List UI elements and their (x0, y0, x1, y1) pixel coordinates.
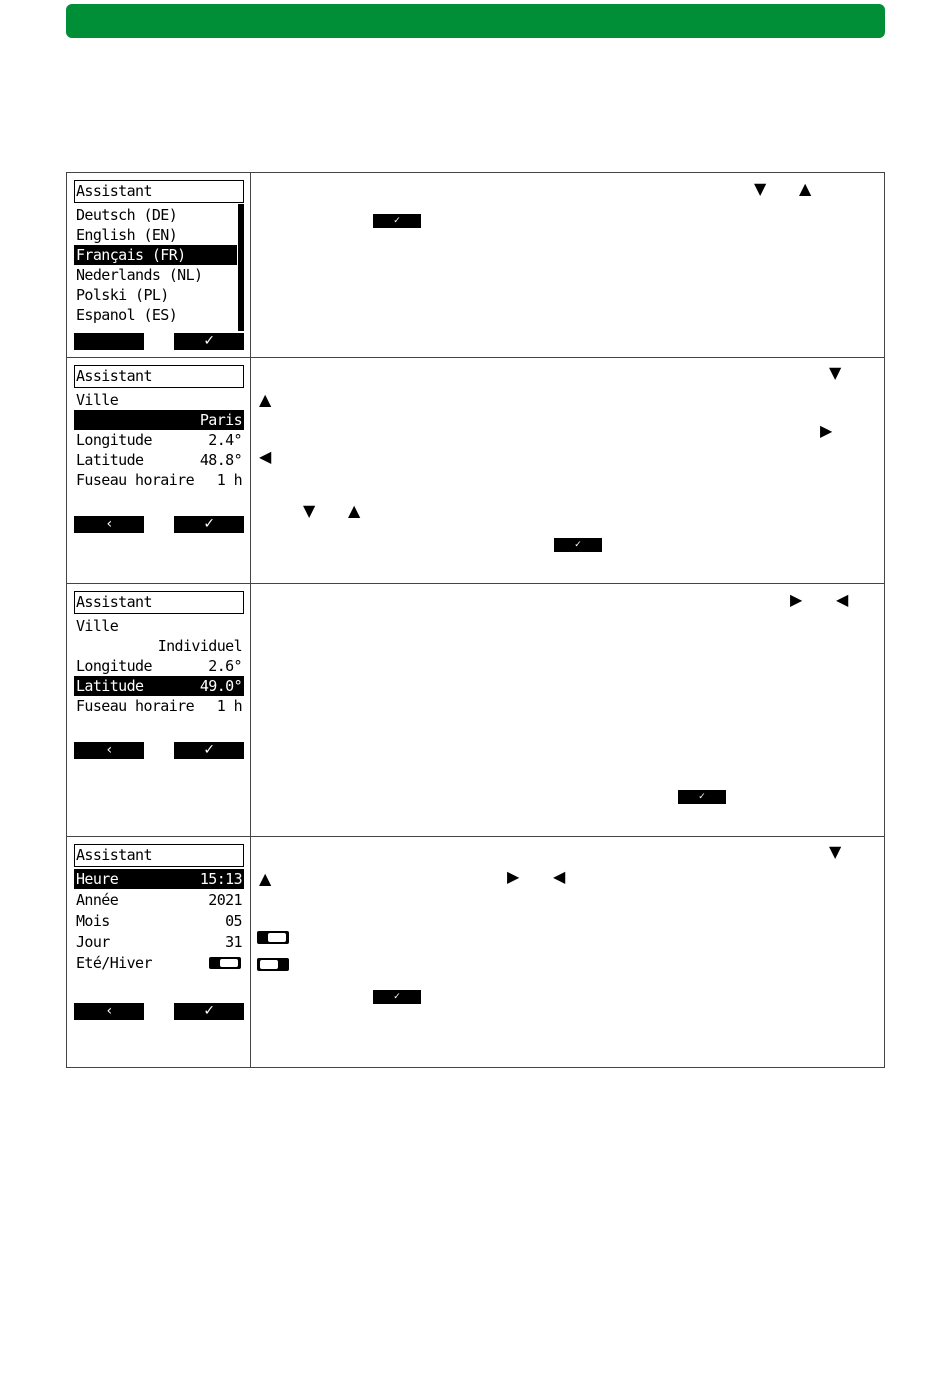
arrow-down-icon: ▼ (829, 363, 842, 382)
arrow-up-icon: ▲ (799, 179, 812, 198)
instruction-table (66, 172, 885, 1068)
arrow-right-icon: ▶ (820, 421, 833, 440)
back-softkey[interactable]: ‹ (74, 1003, 144, 1020)
arrow-down-icon: ▼ (303, 501, 316, 520)
ok-button-icon: ✓ (678, 790, 726, 804)
lcd-title: Assistant (74, 844, 244, 867)
city-value[interactable]: Individuel (157, 637, 242, 655)
back-softkey[interactable]: ‹ (74, 516, 144, 533)
year-row[interactable]: Année 2021 (76, 891, 242, 909)
city-value[interactable]: Paris (74, 410, 244, 430)
confirm-softkey[interactable]: ✓ (174, 742, 244, 759)
day-row[interactable]: Jour 31 (76, 933, 242, 951)
softkey-left-blank[interactable] (74, 333, 144, 350)
arrow-right-icon: ▶ (507, 867, 520, 886)
city-label: Ville (76, 391, 119, 409)
arrow-left-icon: ◀ (836, 590, 849, 609)
confirm-softkey[interactable]: ✓ (174, 516, 244, 533)
arrow-left-icon: ◀ (553, 867, 566, 886)
language-option[interactable]: Espanol (ES) (76, 306, 178, 324)
arrow-right-icon: ▶ (790, 590, 803, 609)
language-option[interactable]: Deutsch (DE) (76, 206, 178, 224)
lcd-screen-language (74, 180, 244, 350)
arrow-up-icon: ▲ (259, 390, 272, 409)
lcd-screen-datetime (74, 844, 244, 1019)
header-bar (66, 4, 885, 38)
lcd-screen-city (74, 365, 244, 535)
table-row (67, 357, 884, 584)
latitude-row[interactable]: Latitude 49.0° (76, 677, 242, 695)
lcd-screen-coordinates (74, 591, 244, 761)
lcd-title: Assistant (74, 591, 244, 614)
confirm-softkey[interactable]: ✓ (174, 333, 244, 350)
arrow-down-icon: ▼ (829, 842, 842, 861)
language-option[interactable]: English (EN) (76, 226, 178, 244)
ok-button-icon: ✓ (373, 990, 421, 1004)
arrow-up-icon: ▲ (348, 501, 361, 520)
latitude-row[interactable]: Latitude 48.8° (76, 451, 242, 469)
confirm-softkey[interactable]: ✓ (174, 1003, 244, 1020)
summer-winter-row[interactable]: Eté/Hiver (74, 953, 244, 973)
summer-toggle-icon (257, 958, 289, 971)
ok-button-icon: ✓ (554, 538, 602, 552)
ok-button-icon: ✓ (373, 214, 421, 228)
language-option[interactable]: Polski (PL) (76, 286, 169, 304)
month-row[interactable]: Mois 05 (76, 912, 242, 930)
arrow-left-icon: ◀ (259, 447, 272, 466)
winter-toggle-icon (257, 931, 289, 944)
back-softkey[interactable]: ‹ (74, 742, 144, 759)
table-row (67, 173, 884, 357)
longitude-row[interactable]: Longitude 2.4° (76, 431, 242, 449)
summer-winter-toggle-icon[interactable] (209, 957, 241, 969)
table-row (67, 836, 884, 1070)
lcd-title: Assistant (74, 365, 244, 388)
city-label: Ville (76, 617, 119, 635)
arrow-up-icon: ▲ (259, 869, 272, 888)
timezone-row[interactable]: Fuseau horaire 1 h (76, 471, 242, 489)
timezone-row[interactable]: Fuseau horaire 1 h (76, 697, 242, 715)
scrollbar[interactable] (238, 204, 244, 331)
longitude-row[interactable]: Longitude 2.6° (76, 657, 242, 675)
arrow-down-icon: ▼ (754, 179, 767, 198)
language-option[interactable]: Nederlands (NL) (76, 266, 203, 284)
table-row (67, 583, 884, 837)
lcd-title: Assistant (74, 180, 244, 203)
language-option-selected[interactable]: Français (FR) (74, 245, 237, 265)
hour-row[interactable]: Heure 15:13 (76, 870, 242, 888)
